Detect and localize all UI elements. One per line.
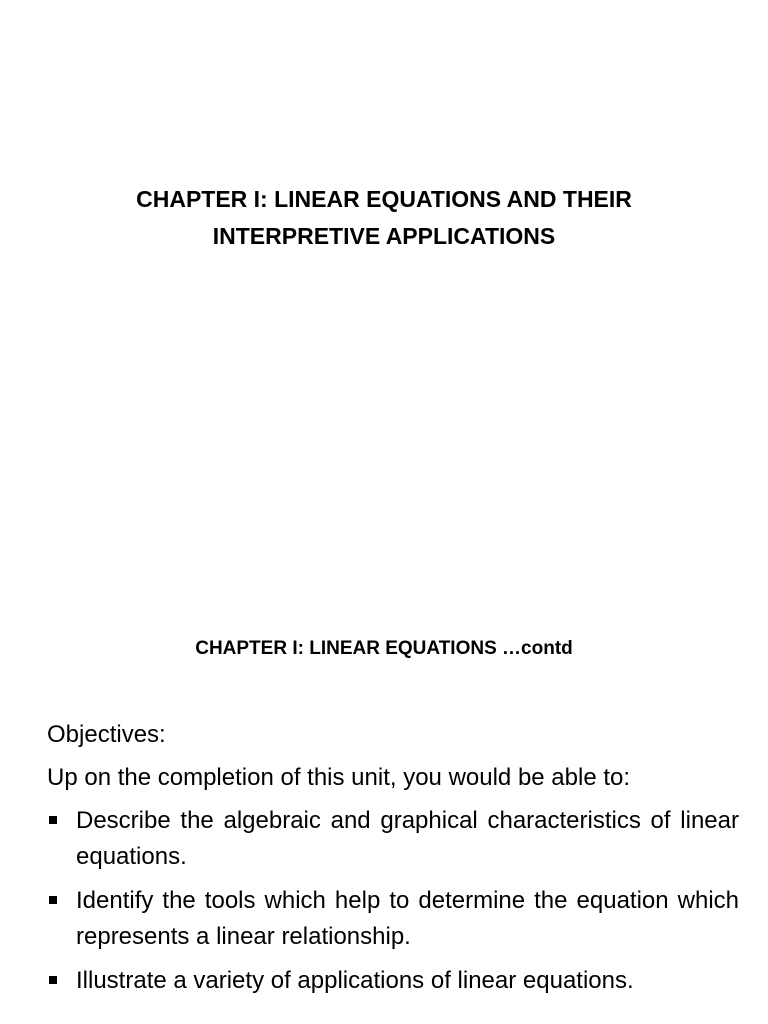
list-item-text: Describe the algebraic and graphical characteristics of linear equations. [76,807,739,870]
list-item-text: Illustrate a variety of applications of linear equations. [76,967,634,994]
slide-title: CHAPTER I: LINEAR EQUATIONS …contd [195,638,573,659]
square-bullet-icon [49,976,57,984]
chapter-title-line-1: CHAPTER I: LINEAR EQUATIONS AND THEIR [136,186,632,212]
list-item [47,883,739,955]
objectives-slide [0,590,768,1024]
list-item [47,963,739,999]
chapter-title-line-2: INTERPRETIVE APPLICATIONS [212,223,556,249]
list-item-text: Identify the tools which help to determine the equation which represents a linear relationship. [76,887,739,950]
objectives-heading: Objectives: [47,721,166,748]
objectives-list [47,803,739,999]
objectives-intro: Up on the completion of this unit, you would be able to: [47,764,631,791]
list-item [47,803,739,875]
square-bullet-icon [49,816,57,824]
chapter-title [0,181,768,255]
square-bullet-icon [49,896,57,904]
